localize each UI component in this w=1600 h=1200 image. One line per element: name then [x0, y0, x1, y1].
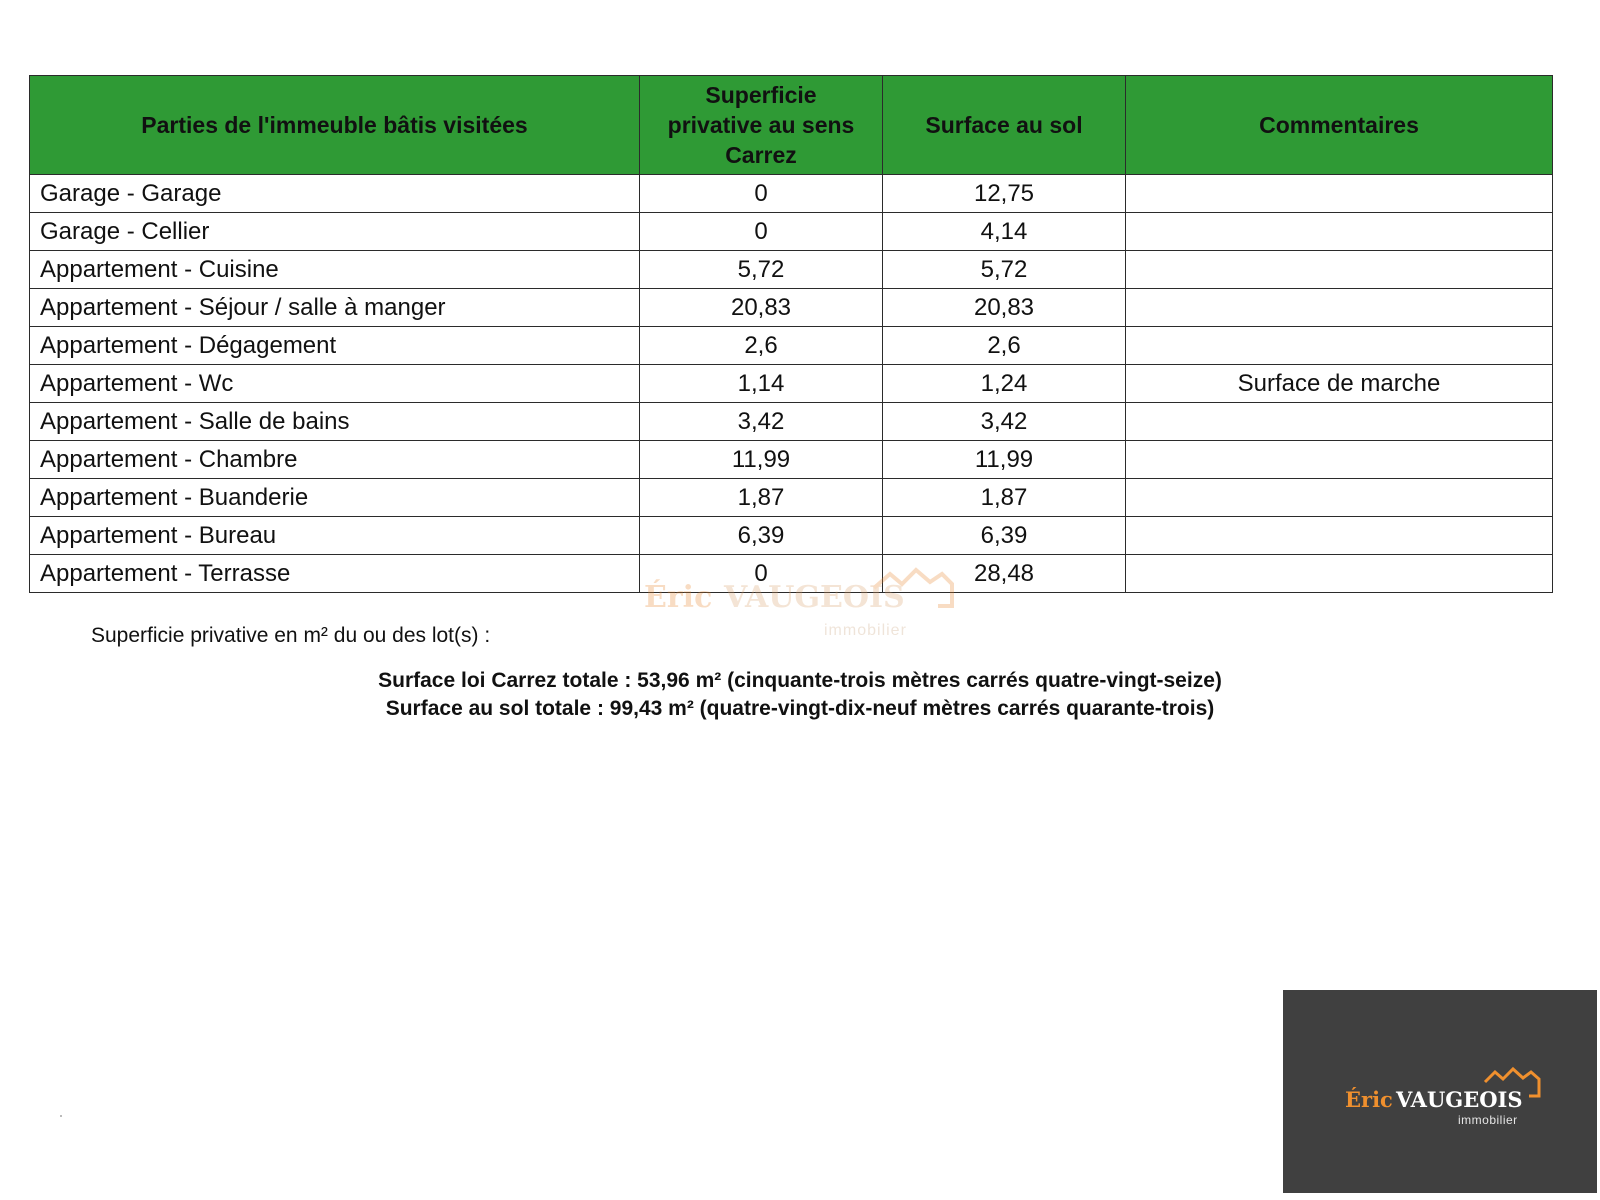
logo-first-name: Éric [1345, 1087, 1393, 1112]
logo-tagline: immobilier [1458, 1113, 1518, 1127]
cell-comment [1126, 251, 1553, 289]
cell-comment [1126, 555, 1553, 593]
watermark-first-name: Éric [644, 580, 713, 615]
cell-part: Appartement - Séjour / salle à manger [30, 289, 640, 327]
table-row [30, 441, 1553, 479]
cell-part: Garage - Cellier [30, 213, 640, 251]
summary-caption: Superficie privative en m² du ou des lot(s) : [91, 624, 491, 647]
cell-part: Appartement - Terrasse [30, 555, 640, 593]
cell-sol: 1,24 [883, 365, 1126, 403]
cell-carrez: 0 [640, 213, 883, 251]
cell-sol: 12,75 [883, 175, 1126, 213]
cell-comment: Surface de marche [1126, 365, 1553, 403]
total-sol: Surface au sol totale : 99,43 m² (quatre-vingt-dix-neuf mètres carrés quarante-trois) [385, 697, 1215, 720]
watermark-tagline: immobilier [824, 622, 907, 639]
header-carrez [640, 76, 883, 175]
cell-carrez: 0 [640, 175, 883, 213]
house-roof-icon [1483, 1066, 1543, 1102]
cell-part: Appartement - Wc [30, 365, 640, 403]
cell-comment [1126, 327, 1553, 365]
cell-part: Appartement - Chambre [30, 441, 640, 479]
cell-comment [1126, 479, 1553, 517]
header-carrez-line: privative au sens [667, 112, 855, 138]
cell-part: Appartement - Dégagement [30, 327, 640, 365]
cell-comment [1126, 441, 1553, 479]
cell-sol: 3,42 [883, 403, 1126, 441]
cell-sol: 1,87 [883, 479, 1126, 517]
table-header-row [30, 76, 1553, 175]
cell-part: Appartement - Buanderie [30, 479, 640, 517]
cell-comment [1126, 517, 1553, 555]
header-sol: Surface au sol [883, 76, 1126, 175]
logo-last-name: VAUGEOIS [1396, 1087, 1523, 1112]
cell-sol: 20,83 [883, 289, 1126, 327]
table-row [30, 403, 1553, 441]
cell-carrez: 20,83 [640, 289, 883, 327]
cell-sol: 6,39 [883, 517, 1126, 555]
cell-sol: 5,72 [883, 251, 1126, 289]
table-row [30, 213, 1553, 251]
cell-comment [1126, 175, 1553, 213]
table-row [30, 289, 1553, 327]
table-row [30, 555, 1553, 593]
watermark-last-name: VAUGEOIS [724, 580, 905, 615]
table-row [30, 517, 1553, 555]
cell-comment [1126, 213, 1553, 251]
header-comments: Commentaires [1126, 76, 1553, 175]
cell-part: Appartement - Salle de bains [30, 403, 640, 441]
cell-sol: 2,6 [883, 327, 1126, 365]
cell-carrez: 0 [640, 555, 883, 593]
stray-dot [60, 1115, 62, 1117]
header-part: Parties de l'immeuble bâtis visitées [30, 76, 640, 175]
header-carrez-line: Carrez [725, 142, 797, 168]
total-carrez: Surface loi Carrez totale : 53,96 m² (cinquante-trois mètres carrés quatre-vingt-seize) [378, 669, 1222, 692]
cell-part: Appartement - Bureau [30, 517, 640, 555]
header-carrez-line: Superficie [705, 82, 817, 108]
cell-part: Garage - Garage [30, 175, 640, 213]
company-logo [1283, 990, 1597, 1193]
cell-part: Appartement - Cuisine [30, 251, 640, 289]
cell-comment [1126, 403, 1553, 441]
cell-sol: 11,99 [883, 441, 1126, 479]
table-row [30, 175, 1553, 213]
cell-carrez: 3,42 [640, 403, 883, 441]
table-row [30, 327, 1553, 365]
cell-comment [1126, 289, 1553, 327]
cell-carrez: 2,6 [640, 327, 883, 365]
table-row [30, 479, 1553, 517]
cell-carrez: 1,87 [640, 479, 883, 517]
table-body [30, 175, 1553, 593]
cell-carrez: 11,99 [640, 441, 883, 479]
cell-carrez: 6,39 [640, 517, 883, 555]
cell-sol: 28,48 [883, 555, 1126, 593]
cell-carrez: 5,72 [640, 251, 883, 289]
cell-carrez: 1,14 [640, 365, 883, 403]
table-row [30, 365, 1553, 403]
cell-sol: 4,14 [883, 213, 1126, 251]
surface-table [29, 75, 1553, 593]
table-row [30, 251, 1553, 289]
